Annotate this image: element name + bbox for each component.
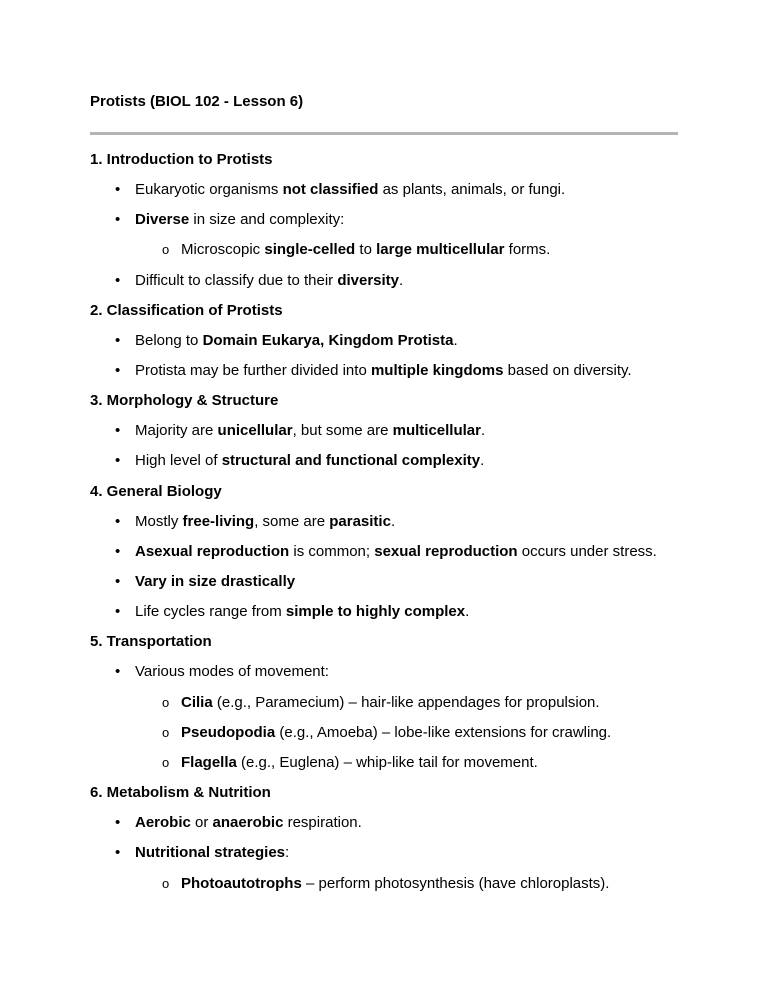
list-item (135, 573, 295, 591)
bold-text: Cilia (181, 693, 213, 711)
bold-text: parasitic (329, 512, 391, 530)
list-item (181, 875, 609, 893)
bold-text: multiple kingdoms (370, 362, 504, 379)
text: . (480, 422, 486, 440)
bullet-icon: • (115, 362, 121, 379)
text: . (465, 603, 470, 621)
text: , but some are (292, 422, 393, 440)
bold-text: Nutritional strategies (135, 844, 286, 862)
text: Eukaryotic organisms (135, 181, 283, 198)
text: to (355, 241, 377, 259)
bullet-icon: • (115, 452, 121, 470)
list-item (181, 724, 611, 742)
text: (e.g., Paramecium) – hair-like appendages for propulsion. (212, 693, 600, 711)
section-heading: 6. Metabolism & Nutrition (90, 784, 271, 802)
section-heading: 2. Classification of Protists (90, 301, 283, 319)
text: . (399, 271, 404, 289)
text: (e.g., Amoeba) – lobe-like extensions for crawling. (275, 723, 612, 741)
sub-bullet-icon: o (162, 875, 170, 891)
text: Mostly (135, 512, 183, 530)
bullet-icon: • (115, 512, 121, 530)
bullet-icon: • (115, 542, 121, 560)
bold-text: anaerobic (212, 814, 284, 832)
list-item (135, 362, 632, 380)
text: respiration. (283, 814, 362, 832)
list-item (135, 814, 362, 832)
bold-text: Pseudopodia (181, 723, 276, 741)
text: (e.g., Euglena) – whip-like tail for movement. (236, 754, 538, 771)
sub-bullet-icon: o (162, 724, 170, 740)
list-item (181, 241, 550, 259)
text: Life cycles range from (135, 603, 286, 621)
text: . (390, 512, 396, 530)
list-item (135, 452, 484, 470)
bold-text: diversity (337, 271, 400, 289)
list-item (135, 181, 565, 199)
list-item (135, 543, 657, 561)
list-item (135, 422, 485, 440)
bold-text: simple to highly complex (285, 603, 466, 621)
text: based on diversity. (503, 362, 632, 379)
text: Protista may be further divided into (135, 362, 371, 379)
bullet-icon: • (115, 844, 121, 862)
bold-text: single-celled (264, 241, 356, 259)
text: . (453, 331, 458, 349)
list-item (135, 663, 329, 681)
bullet-icon: • (115, 573, 121, 590)
text: Belong to (135, 331, 203, 349)
text: Microscopic (181, 241, 265, 259)
sub-bullet-icon: o (162, 694, 170, 710)
text: in size and complexity: (189, 211, 345, 229)
list-item (135, 332, 458, 350)
list-item (135, 603, 469, 621)
list-item (181, 694, 600, 712)
list-item (135, 513, 395, 531)
document-title: Protists (BIOL 102 - Lesson 6) (90, 93, 304, 110)
bold-text: Photoautotrophs (181, 874, 302, 892)
text: . (480, 452, 485, 470)
sub-bullet-icon: o (162, 242, 170, 258)
bold-text: free-living (182, 512, 255, 530)
text: Difficult to classify due to their (135, 271, 338, 289)
horizontal-rule (90, 132, 678, 135)
bold-text: Domain Eukarya, Kingdom Protista (202, 331, 454, 349)
section-heading: 3. Morphology & Structure (90, 392, 279, 410)
bullet-icon: • (115, 814, 121, 832)
text: Various modes of movement: (135, 663, 329, 681)
text: is common; (289, 542, 375, 560)
bold-text: sexual reproduction (374, 542, 518, 560)
bullet-icon: • (115, 271, 121, 289)
bullet-icon: • (115, 422, 121, 440)
bold-text: unicellular (217, 422, 293, 440)
list-item (135, 272, 403, 290)
text: occurs under stress. (517, 542, 657, 560)
section-heading: 4. General Biology (90, 482, 222, 500)
bold-text: structural and functional complexity (221, 452, 481, 470)
text: as plants, animals, or fungi. (378, 181, 566, 198)
bold-text: multicellular (392, 422, 481, 440)
bullet-icon: • (115, 331, 121, 349)
bullet-icon: • (115, 603, 121, 621)
list-item (135, 211, 344, 229)
bold-text: Flagella (181, 754, 237, 771)
bold-text: Aerobic (135, 814, 191, 832)
list-item (135, 844, 289, 862)
bold-text: not classified (282, 181, 379, 198)
section-heading: 1. Introduction to Protists (90, 151, 273, 168)
text: or (190, 814, 213, 832)
text: : (285, 844, 290, 862)
bullet-icon: • (115, 181, 121, 198)
text: forms. (504, 241, 551, 259)
section-heading: 5. Transportation (90, 633, 212, 651)
bullet-icon: • (115, 663, 121, 681)
bullet-icon: • (115, 211, 121, 229)
text: – perform photosynthesis (have chloroplasts). (301, 874, 610, 892)
text: Majority are (135, 422, 218, 440)
text: High level of (135, 452, 222, 470)
bold-text: large multicellular (376, 241, 505, 259)
list-item (181, 754, 538, 772)
bold-text: Asexual reproduction (135, 542, 290, 560)
sub-bullet-icon: o (162, 755, 170, 770)
bold-text: Vary in size drastically (135, 573, 296, 590)
bold-text: Diverse (135, 211, 190, 229)
text: , some are (254, 512, 330, 530)
